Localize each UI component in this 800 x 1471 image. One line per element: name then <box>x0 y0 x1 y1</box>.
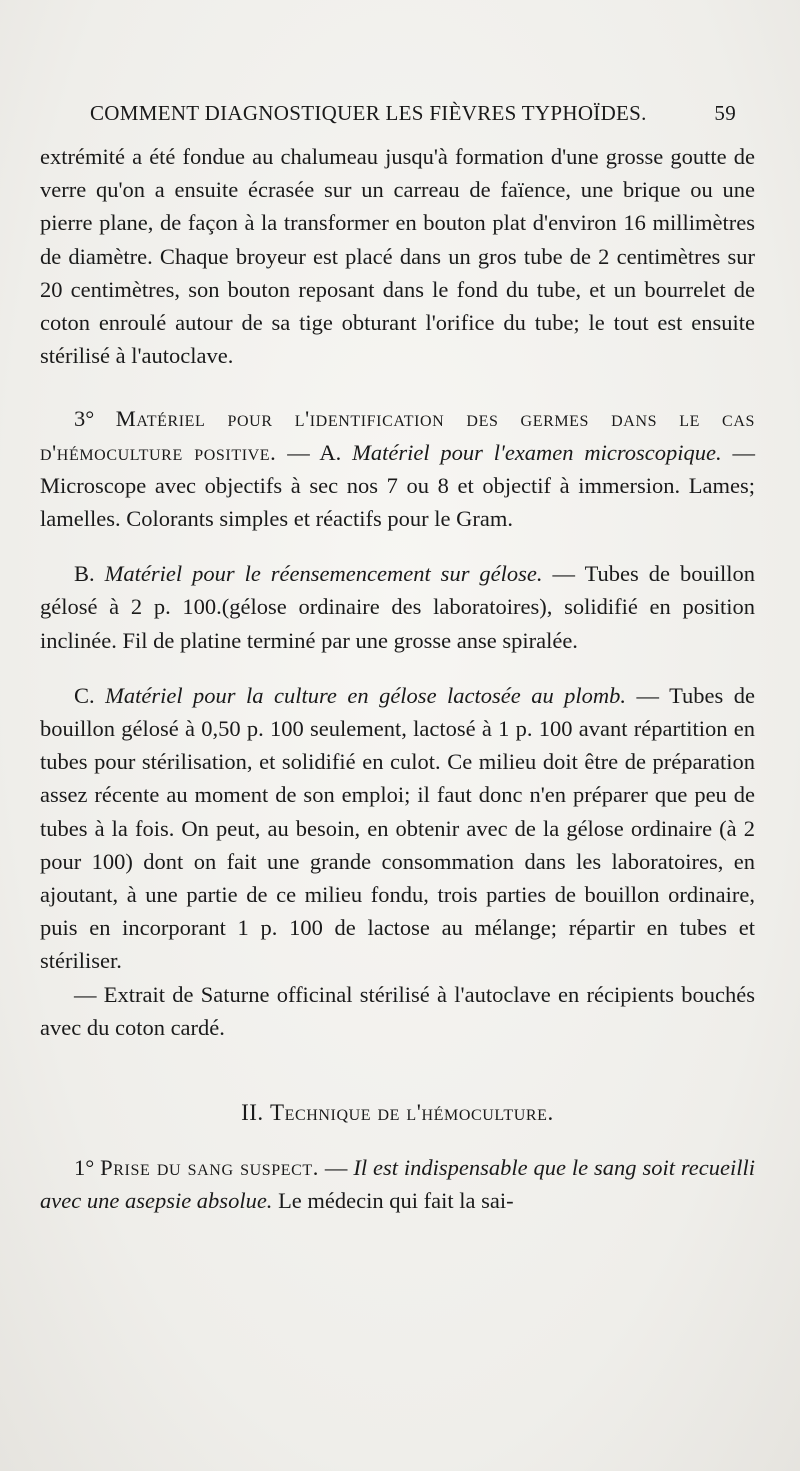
paragraph-prise-du-sang <box>40 1151 755 1217</box>
item-number: 3° <box>74 406 95 432</box>
italic-text: Il est indispensable que le sang soit recueilli avec une asepsie absolue. <box>40 1155 755 1214</box>
page-header <box>90 97 740 131</box>
dash: — <box>319 1155 354 1181</box>
item-heading: Prise du sang suspect. <box>100 1155 320 1181</box>
sub-title: Matériel pour le réensemencement sur gélose. <box>104 561 543 587</box>
dash: — <box>626 682 670 708</box>
paragraph-culture-gelose <box>40 679 755 978</box>
section-heading <box>40 1096 755 1129</box>
paragraph-broyeur <box>40 140 755 372</box>
sub-title: Matériel pour l'examen microscopique. <box>352 439 722 465</box>
paragraph-text: extrémité a été fondue au chalumeau jusqu'à formation d'une grosse goutte de verre qu'on a ensuite écrasée sur un carreau de faïence, une brique ou une pierre plane, de façon à la transformer en bouton plat d'environ 16 millimètres de diamètre. Chaque broyeur est placé dans un gros tube de 2 centimètres sur 20 centimètres, son bouton reposant dans le fond du tube, et un bourrelet de coton enroulé autour de sa tige obturant l'orifice du tube; le tout est ensuite stérilisé à l'autoclave. <box>40 144 755 369</box>
paragraph-text: Tubes de bouillon gélosé à 2 p. 100.(gélose ordinaire des laboratoires), solidifié en position inclinée. Fil de platine terminé par une grosse anse spiralée. <box>40 561 756 653</box>
dash: — <box>542 561 585 587</box>
section-number: II. <box>241 1100 264 1126</box>
item-number: 1° <box>74 1155 95 1181</box>
sub-letter: C. <box>74 682 95 708</box>
sub-letter: B. <box>74 561 95 587</box>
item-heading: Matériel pour l'identification des germes dans le cas d'hémoculture positive. <box>40 406 755 465</box>
running-title: COMMENT DIAGNOSTIQUER LES FIÈVRES TYPHOÏDES. <box>90 101 647 125</box>
paragraph-extrait-saturne <box>40 978 755 1044</box>
paragraph-text: — Extrait de Saturne officinal stérilisé à l'autoclave en récipients bouchés avec du coton cardé. <box>40 981 755 1040</box>
page-body <box>40 140 755 1218</box>
paragraph-reensemencement <box>40 557 755 657</box>
paragraph-text: Le médecin qui fait la sai- <box>272 1188 514 1214</box>
sub-letter: A. <box>319 439 342 465</box>
paragraph-text: Tubes de bouillon gélosé à 0,50 p. 100 seulement, lactosé à 1 p. 100 avant répartition en tubes pour stérilisation, et solidifié en culot. Ce milieu doit être de préparation assez récente au moment de son emploi; il faut donc n'en préparer que peu de tubes à la fois. On peut, au besoin, en obtenir avec de la gélose ordinaire (à 2 pour 100) dont on fait une grande consommation dans les laboratoires, en ajoutant, à une partie de ce milieu fondu, trois parties de bouillon ordinaire, puis en incorporant 1 p. 100 de lactose au mélange; répartir en tubes et stériliser. <box>40 682 755 974</box>
paragraph-text: Microscope avec objectifs à sec nos 7 ou 8 et objectif à immersion. Lames; lamelles. Colorants simples et réactifs pour le Gram. <box>40 472 755 532</box>
section-title: Technique de l'hémoculture. <box>269 1100 554 1126</box>
dash: — <box>276 439 320 465</box>
sub-title: Matériel pour la culture en gélose lactosée au plomb. <box>105 682 627 708</box>
paragraph-identification-material <box>40 402 755 535</box>
page-number: 59 <box>714 101 736 125</box>
dash: — <box>721 439 756 465</box>
